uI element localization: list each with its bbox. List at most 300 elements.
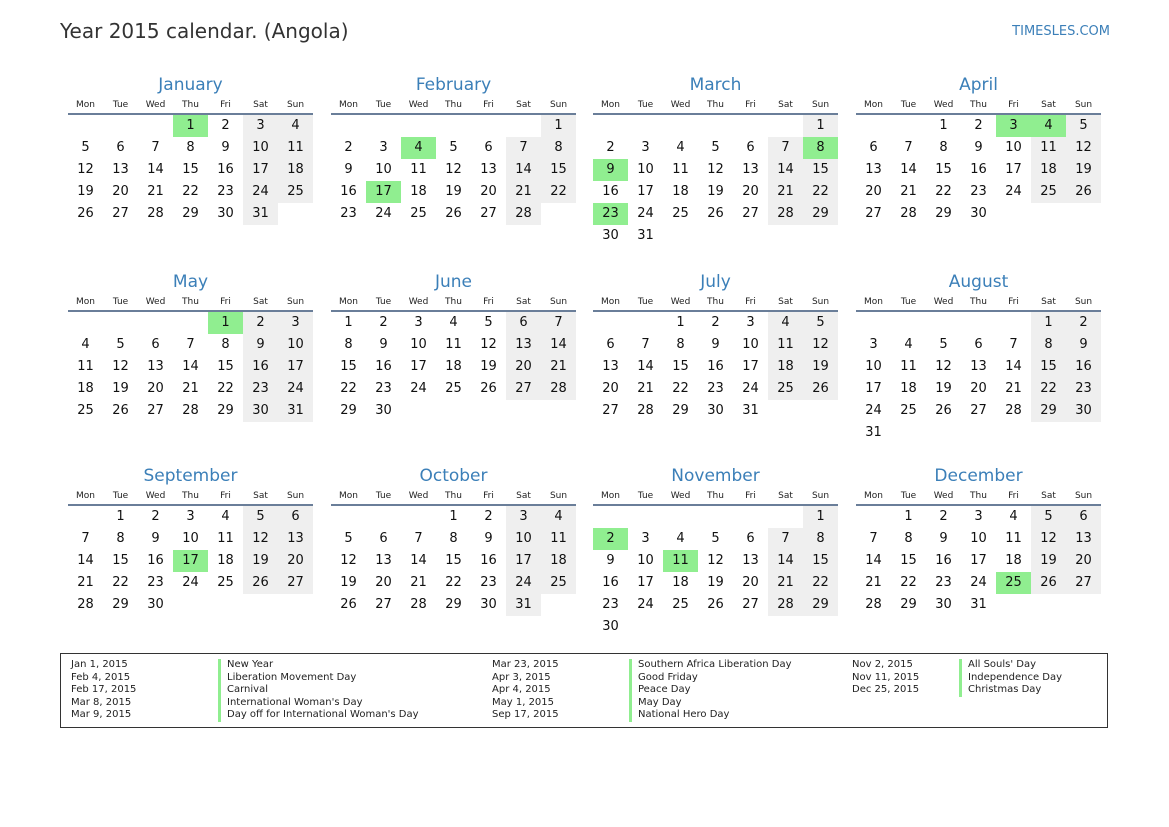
day-cell: 2 xyxy=(711,315,720,330)
weekday-label: Fri xyxy=(745,100,756,110)
day-cell: 2 xyxy=(379,315,388,330)
day-cell: 22 xyxy=(182,184,199,199)
day-cell: 6 xyxy=(1066,506,1101,528)
day-cell: 21 xyxy=(900,184,917,199)
weekday-label: Wed xyxy=(408,491,429,501)
day-cell: 16 xyxy=(602,184,619,199)
day-cell: 14 xyxy=(410,553,427,568)
day-cell: 20 xyxy=(147,381,164,396)
month-may xyxy=(68,270,313,422)
empty-cell xyxy=(768,115,803,137)
day-cell: 10 xyxy=(637,162,654,177)
day-cell: 17 xyxy=(970,553,987,568)
day-cell: 7 xyxy=(641,337,650,352)
day-cell: 7 xyxy=(869,531,878,546)
day-cell: 3 xyxy=(746,315,755,330)
month-name: December xyxy=(934,466,1023,486)
day-cell: 20 xyxy=(970,381,987,396)
day-cell: 15 xyxy=(900,553,917,568)
day-cell: 22 xyxy=(1031,378,1066,400)
site-brand-link[interactable]: TIMESLES.COM xyxy=(1012,24,1110,39)
day-cell: 26 xyxy=(243,572,278,594)
day-cell: 27 xyxy=(112,206,129,221)
empty-cell xyxy=(68,312,103,334)
day-cell: 13 xyxy=(375,553,392,568)
day-cell: 17 xyxy=(865,381,882,396)
day-cell: 4 xyxy=(449,315,458,330)
month-march xyxy=(593,73,838,247)
day-cell: 14 xyxy=(182,359,199,374)
day-cell: 27 xyxy=(506,378,541,400)
day-cell: 27 xyxy=(1066,572,1101,594)
day-cell: 12 xyxy=(935,359,952,374)
month-september xyxy=(68,464,313,616)
empty-cell xyxy=(366,506,401,528)
day-cell: 25 xyxy=(541,572,576,594)
day-cell: 23 xyxy=(243,378,278,400)
day-cell: 12 xyxy=(707,162,724,177)
day-cell: 6 xyxy=(116,140,125,155)
holiday-day-cell: 1 xyxy=(208,312,243,334)
weekday-label: Mon xyxy=(76,491,95,501)
weekday-label: Fri xyxy=(220,491,231,501)
day-cell: 20 xyxy=(506,356,541,378)
day-cell: 19 xyxy=(707,184,724,199)
day-cell: 27 xyxy=(375,597,392,612)
day-cell: 25 xyxy=(768,378,803,400)
weekday-label: Sat xyxy=(778,100,793,110)
month-february xyxy=(331,73,576,225)
weekday-label: Wed xyxy=(670,100,691,110)
day-cell: 15 xyxy=(672,359,689,374)
empty-cell xyxy=(733,506,768,528)
weekday-header xyxy=(331,97,576,115)
day-cell: 12 xyxy=(445,162,462,177)
weekday-label: Wed xyxy=(933,297,954,307)
month-july xyxy=(593,270,838,422)
weekday-label: Thu xyxy=(182,491,199,501)
holiday-date: Dec 25, 2015 xyxy=(852,684,920,696)
day-cell: 18 xyxy=(1031,159,1066,181)
day-cell: 21 xyxy=(77,575,94,590)
day-cell: 2 xyxy=(1066,312,1101,334)
day-cell: 16 xyxy=(375,359,392,374)
month-april xyxy=(856,73,1101,225)
empty-cell xyxy=(401,115,436,137)
empty-cell xyxy=(331,115,366,137)
day-cell: 27 xyxy=(278,572,313,594)
day-cell: 26 xyxy=(1031,572,1066,594)
day-cell: 19 xyxy=(1066,159,1101,181)
day-cell: 18 xyxy=(1005,553,1022,568)
day-cell: 18 xyxy=(77,381,94,396)
day-cell: 31 xyxy=(865,425,882,440)
day-cell: 12 xyxy=(77,162,94,177)
day-cell: 13 xyxy=(278,528,313,550)
weekday-label: Thu xyxy=(707,297,724,307)
weekday-label: Thu xyxy=(970,491,987,501)
day-cell: 5 xyxy=(344,531,353,546)
day-cell: 11 xyxy=(77,359,94,374)
day-cell: 16 xyxy=(340,184,357,199)
day-cell: 14 xyxy=(1005,359,1022,374)
holiday-day-cell: 9 xyxy=(593,159,628,181)
weekday-label: Thu xyxy=(970,100,987,110)
day-cell: 20 xyxy=(112,184,129,199)
day-cell: 16 xyxy=(243,356,278,378)
day-cell: 30 xyxy=(243,400,278,422)
empty-cell xyxy=(138,312,173,334)
weekday-label: Mon xyxy=(76,297,95,307)
month-name: August xyxy=(948,272,1009,292)
month-name: January xyxy=(158,75,223,95)
weekday-label: Fri xyxy=(1008,297,1019,307)
month-december xyxy=(856,464,1101,616)
month-name: February xyxy=(415,75,492,95)
weekday-label: Sat xyxy=(1041,491,1056,501)
weekday-header xyxy=(593,488,838,506)
month-name: September xyxy=(143,466,238,486)
day-cell: 20 xyxy=(278,550,313,572)
day-cell: 19 xyxy=(803,356,838,378)
day-cell: 11 xyxy=(1005,531,1022,546)
holiday-name: All Souls' Day xyxy=(968,659,1037,670)
day-cell: 30 xyxy=(1066,400,1101,422)
day-cell: 9 xyxy=(344,162,353,177)
day-cell: 3 xyxy=(641,140,650,155)
weekday-header xyxy=(331,294,576,312)
day-cell: 23 xyxy=(217,184,234,199)
weekday-header xyxy=(856,488,1101,506)
day-cell: 6 xyxy=(974,337,983,352)
holiday-date: Feb 17, 2015 xyxy=(71,684,137,696)
holiday-name: May Day xyxy=(638,696,682,708)
day-cell: 24 xyxy=(182,575,199,590)
month-november xyxy=(593,464,838,638)
day-cell: 16 xyxy=(970,162,987,177)
weekday-label: Thu xyxy=(707,100,724,110)
day-cell: 21 xyxy=(147,184,164,199)
empty-cell xyxy=(173,312,208,334)
day-cell: 9 xyxy=(221,140,230,155)
day-cell: 21 xyxy=(506,181,541,203)
weekday-label: Sun xyxy=(549,100,568,110)
day-cell: 20 xyxy=(1066,550,1101,572)
day-cell: 8 xyxy=(904,531,913,546)
day-cell: 4 xyxy=(1009,509,1018,524)
day-cell: 24 xyxy=(970,575,987,590)
empty-cell xyxy=(68,115,103,137)
holiday-date: Mar 23, 2015 xyxy=(492,659,559,670)
empty-cell xyxy=(103,312,138,334)
day-cell: 10 xyxy=(243,137,278,159)
day-cell: 1 xyxy=(803,506,838,528)
day-cell: 19 xyxy=(112,381,129,396)
day-cell: 1 xyxy=(676,315,685,330)
day-cell: 20 xyxy=(480,184,497,199)
day-cell: 29 xyxy=(803,594,838,616)
day-cell: 14 xyxy=(637,359,654,374)
day-cell: 16 xyxy=(480,553,497,568)
day-cell: 28 xyxy=(768,594,803,616)
weekday-label: Mon xyxy=(864,491,883,501)
day-cell: 10 xyxy=(637,553,654,568)
empty-cell xyxy=(366,115,401,137)
day-cell: 15 xyxy=(803,550,838,572)
day-cell: 6 xyxy=(746,140,755,155)
empty-cell xyxy=(331,506,366,528)
day-cell: 14 xyxy=(865,553,882,568)
empty-cell xyxy=(628,506,663,528)
holiday-date: Nov 2, 2015 xyxy=(852,659,913,670)
day-cell: 26 xyxy=(480,381,497,396)
day-cell: 6 xyxy=(379,531,388,546)
holiday-name: National Hero Day xyxy=(638,709,730,721)
day-cell: 5 xyxy=(81,140,90,155)
day-cell: 30 xyxy=(935,597,952,612)
holiday-date: Nov 11, 2015 xyxy=(852,671,920,683)
day-cell: 14 xyxy=(768,550,803,572)
day-cell: 29 xyxy=(340,403,357,418)
day-cell: 28 xyxy=(147,206,164,221)
day-cell: 6 xyxy=(278,506,313,528)
day-cell: 8 xyxy=(221,337,230,352)
day-cell: 26 xyxy=(803,378,838,400)
empty-cell xyxy=(436,115,471,137)
empty-cell xyxy=(506,115,541,137)
day-cell: 15 xyxy=(445,553,462,568)
empty-cell xyxy=(593,506,628,528)
weekday-label: Sat xyxy=(778,491,793,501)
weekday-label: Sun xyxy=(286,491,305,501)
day-cell: 7 xyxy=(81,531,90,546)
holiday-name: Day off for International Woman's Day xyxy=(227,709,419,721)
day-cell: 15 xyxy=(1031,356,1066,378)
day-cell: 14 xyxy=(900,162,917,177)
day-cell: 12 xyxy=(112,359,129,374)
weekday-label: Wed xyxy=(408,100,429,110)
weekday-label: Fri xyxy=(483,491,494,501)
holiday-day-cell: 2 xyxy=(593,528,628,550)
weekday-label: Tue xyxy=(637,100,654,110)
holiday-name: Peace Day xyxy=(638,684,691,696)
holiday-name-column xyxy=(629,659,792,722)
day-cell: 24 xyxy=(243,181,278,203)
day-cell: 2 xyxy=(939,509,948,524)
day-cell: 23 xyxy=(375,381,392,396)
day-cell: 15 xyxy=(112,553,129,568)
weekday-label: Sun xyxy=(1074,100,1093,110)
day-cell: 15 xyxy=(217,359,234,374)
day-cell: 22 xyxy=(445,575,462,590)
day-cell: 4 xyxy=(221,509,230,524)
day-cell: 18 xyxy=(278,159,313,181)
weekday-header xyxy=(593,97,838,115)
empty-cell xyxy=(68,506,103,528)
weekday-label: Tue xyxy=(112,491,129,501)
holiday-day-cell: 11 xyxy=(663,550,698,572)
day-cell: 5 xyxy=(803,312,838,334)
day-cell: 17 xyxy=(278,356,313,378)
day-cell: 28 xyxy=(1005,403,1022,418)
day-cell: 28 xyxy=(506,203,541,225)
day-grid xyxy=(593,115,838,247)
day-cell: 4 xyxy=(768,312,803,334)
weekday-label: Fri xyxy=(1008,491,1019,501)
day-cell: 5 xyxy=(116,337,125,352)
day-cell: 6 xyxy=(506,312,541,334)
holiday-name: Carnival xyxy=(227,684,268,696)
day-cell: 13 xyxy=(147,359,164,374)
day-cell: 27 xyxy=(742,597,759,612)
day-cell: 21 xyxy=(182,381,199,396)
day-cell: 13 xyxy=(1066,528,1101,550)
day-cell: 19 xyxy=(480,359,497,374)
weekday-label: Fri xyxy=(745,491,756,501)
day-cell: 3 xyxy=(641,531,650,546)
day-cell: 22 xyxy=(803,181,838,203)
day-cell: 9 xyxy=(151,531,160,546)
day-cell: 26 xyxy=(112,403,129,418)
day-cell: 28 xyxy=(768,203,803,225)
day-cell: 2 xyxy=(344,140,353,155)
weekday-label: Thu xyxy=(182,100,199,110)
day-cell: 15 xyxy=(803,159,838,181)
day-grid xyxy=(856,115,1101,225)
day-cell: 25 xyxy=(278,181,313,203)
day-cell: 21 xyxy=(768,572,803,594)
day-cell: 15 xyxy=(340,359,357,374)
day-cell: 4 xyxy=(278,115,313,137)
month-name: October xyxy=(419,466,488,486)
empty-cell xyxy=(138,115,173,137)
weekday-header xyxy=(593,294,838,312)
day-cell: 6 xyxy=(484,140,493,155)
day-cell: 23 xyxy=(602,597,619,612)
day-cell: 8 xyxy=(186,140,195,155)
day-cell: 28 xyxy=(900,206,917,221)
month-january xyxy=(68,73,313,225)
weekday-label: Sat xyxy=(1041,100,1056,110)
day-cell: 7 xyxy=(186,337,195,352)
weekday-label: Mon xyxy=(601,491,620,501)
day-cell: 2 xyxy=(151,509,160,524)
day-cell: 17 xyxy=(410,359,427,374)
day-cell: 29 xyxy=(935,206,952,221)
holiday-date: Apr 4, 2015 xyxy=(492,684,551,696)
day-cell: 1 xyxy=(939,118,948,133)
holiday-date: Jan 1, 2015 xyxy=(71,659,128,670)
empty-cell xyxy=(961,312,996,334)
holiday-day-cell: 4 xyxy=(1031,115,1066,137)
day-cell: 29 xyxy=(445,597,462,612)
day-cell: 23 xyxy=(970,184,987,199)
day-grid xyxy=(68,115,313,225)
day-cell: 27 xyxy=(865,206,882,221)
weekday-label: Fri xyxy=(220,100,231,110)
day-cell: 26 xyxy=(340,597,357,612)
day-cell: 11 xyxy=(410,162,427,177)
day-cell: 19 xyxy=(243,550,278,572)
day-cell: 9 xyxy=(1066,334,1101,356)
weekday-label: Tue xyxy=(375,100,392,110)
day-cell: 13 xyxy=(112,162,129,177)
weekday-header xyxy=(856,97,1101,115)
holiday-day-cell: 17 xyxy=(173,550,208,572)
day-cell: 15 xyxy=(182,162,199,177)
weekday-label: Wed xyxy=(145,100,166,110)
holiday-date: Mar 8, 2015 xyxy=(71,696,132,708)
day-cell: 30 xyxy=(707,403,724,418)
empty-cell xyxy=(628,312,663,334)
day-cell: 10 xyxy=(506,528,541,550)
weekday-label: Thu xyxy=(445,491,462,501)
day-cell: 29 xyxy=(803,203,838,225)
day-cell: 19 xyxy=(707,575,724,590)
day-cell: 19 xyxy=(77,184,94,199)
day-cell: 25 xyxy=(672,206,689,221)
day-cell: 10 xyxy=(278,334,313,356)
day-cell: 9 xyxy=(711,337,720,352)
day-cell: 29 xyxy=(1031,400,1066,422)
day-cell: 30 xyxy=(602,228,619,243)
day-cell: 17 xyxy=(637,575,654,590)
empty-cell xyxy=(856,115,891,137)
day-grid xyxy=(593,312,838,422)
day-cell: 12 xyxy=(1031,528,1066,550)
weekday-label: Tue xyxy=(112,297,129,307)
holiday-date: May 1, 2015 xyxy=(492,696,555,708)
day-cell: 9 xyxy=(484,531,493,546)
day-cell: 9 xyxy=(606,553,615,568)
holiday-name: Southern Africa Liberation Day xyxy=(638,659,792,670)
day-cell: 8 xyxy=(344,337,353,352)
empty-cell xyxy=(593,312,628,334)
weekday-label: Thu xyxy=(970,297,987,307)
day-cell: 10 xyxy=(182,531,199,546)
holiday-name: International Woman's Day xyxy=(227,696,363,708)
weekday-label: Thu xyxy=(445,100,462,110)
day-grid xyxy=(331,312,576,422)
day-cell: 26 xyxy=(707,206,724,221)
day-cell: 3 xyxy=(186,509,195,524)
day-cell: 20 xyxy=(742,575,759,590)
day-cell: 13 xyxy=(865,162,882,177)
day-cell: 10 xyxy=(970,531,987,546)
weekday-label: Wed xyxy=(670,297,691,307)
day-cell: 25 xyxy=(445,381,462,396)
day-grid xyxy=(856,312,1101,444)
day-cell: 18 xyxy=(900,381,917,396)
day-cell: 12 xyxy=(1066,137,1101,159)
day-cell: 24 xyxy=(410,381,427,396)
day-cell: 17 xyxy=(1005,162,1022,177)
weekday-label: Thu xyxy=(707,491,724,501)
day-cell: 1 xyxy=(541,115,576,137)
day-cell: 17 xyxy=(742,359,759,374)
day-grid xyxy=(856,506,1101,616)
empty-cell xyxy=(856,506,891,528)
month-name: March xyxy=(689,75,742,95)
holiday-name: Good Friday xyxy=(638,671,698,683)
day-cell: 12 xyxy=(480,337,497,352)
holiday-date-column xyxy=(492,659,559,722)
day-cell: 22 xyxy=(340,381,357,396)
day-cell: 8 xyxy=(803,528,838,550)
day-cell: 11 xyxy=(541,528,576,550)
day-cell: 11 xyxy=(445,337,462,352)
empty-cell xyxy=(471,115,506,137)
